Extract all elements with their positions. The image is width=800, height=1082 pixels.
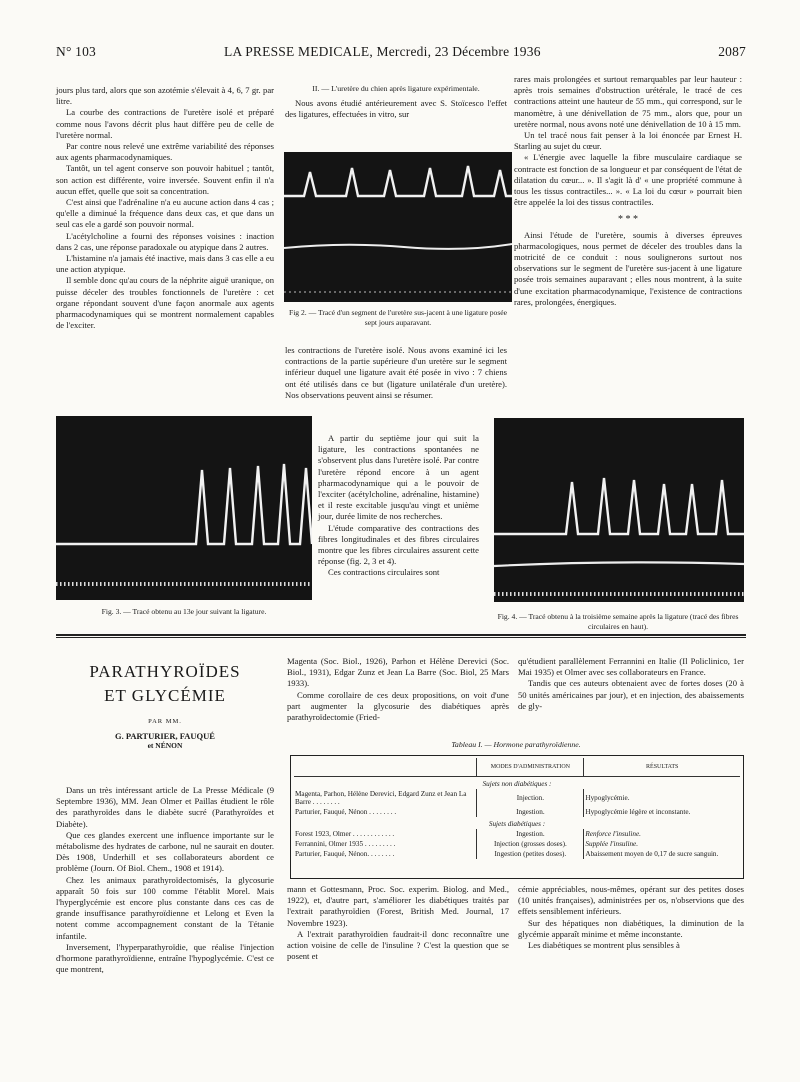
figure-4-caption: Fig. 4. — Tracé obtenu à la troisième semaine après la ligature (tracé des fibres circulaires en haut). <box>497 612 739 631</box>
paragraph: Ainsi l'étude de l'uretère, soumis à diverses épreuves pharmacologiques, nous permet de déceler des troubles dans la motricité de ce conduit : nous soulignerons surtout nos observations sur le segment de l'uretère sus-jacent à une ligature posée trois semaines auparavant ; elles nous montrent, à la suite d'une excitation pharmacodynamique, l'existence de contractions rares, prolongées, énergiques. <box>514 229 742 307</box>
paragraph: Par contre nous relevé une extrême variabilité des réponses aux agents pharmacodynamiques. <box>56 141 274 163</box>
paragraph: « L'énergie avec laquelle la fibre musculaire cardiaque se contracte est fonction de sa longueur et par conséquent de l'état de dilatation du cœur... ». Il s'agit là d' « une propriété commune à tous les tissus contractiles... ». « La loi du cœur » pourrait bien être appelée la loi des tissus contractiles. <box>514 152 742 208</box>
paragraph: Les diabétiques se montrent plus sensibles à <box>528 940 680 951</box>
figure-2-caption: Fig 2. — Tracé d'un segment de l'uretère sus-jacent à une ligature posée sept jours auparavant. <box>288 308 508 327</box>
paragraph: Dans un très intéressant article de La Presse Médicale (9 Septembre 1936), MM. Jean Olmer et Paillas étudient le rôle des parathyroïdes dans le diabète sucré (Parathyroïdes et Diabète). <box>56 785 274 829</box>
article-authors: et NÉNON <box>147 741 183 750</box>
article-column-3-lower <box>518 884 744 951</box>
article-column-2-lower <box>287 884 509 962</box>
article-column-2 <box>287 656 509 723</box>
table-row: Parturier, Fauqué, Nénon . . . . . . . . Ingestion. Hypoglycémie légère et inconstante. <box>294 807 740 817</box>
paragraph: La courbe des contractions de l'uretère isolé et préparé comme nous l'avons décrit plus haut diffère peu de celle de l'uretère normal. <box>56 107 274 140</box>
figure-2-trace <box>284 152 512 302</box>
figure-3-trace <box>56 416 312 600</box>
table-row: Forest 1923, Olmer . . . . . . . . . . . . Ingestion. Renforce l'insuline. <box>294 829 740 839</box>
paragraph: Tantôt, un tel agent conserve son pouvoir habituel ; tantôt, son action est différente, voire inversée. Souvent enfin il n'a aucun effet, quelle que soit sa concentration. <box>56 163 274 196</box>
paragraph: Magenta (Soc. Biol., 1926), Parhon et Hélène Derevici (Soc. Biol., 1931), Edgar Zunz et Jean La Barre (Soc. Biol, 25 Mars 1933). <box>287 656 509 689</box>
paragraph: Il semble donc qu'au cours de la néphrite aiguë uranique, on puisse déceler des troubles fonctionnels de l'uretère : cet organe répondant souvent d'une façon anormale aux agents pharmacodynamiques qui se montrent normalement capables de l'exciter. <box>56 275 274 331</box>
table-caption: Tableau I. — Hormone parathyroïdienne. <box>451 740 581 749</box>
figure-3-caption: Fig. 3. — Tracé obtenu au 13e jour suivant la ligature. <box>101 607 267 616</box>
article-title: ET GLYCÉMIE <box>104 686 226 705</box>
paragraph: Inversement, l'hyperparathyroïdie, que réalise l'injection d'hormone parathyroïdienne, entraîne l'hypoglycémie. C'est ce que montrent, <box>56 941 274 975</box>
table-group: Sujets diabétiques : <box>488 820 546 828</box>
paragraph: Un tel tracé nous fait penser à la loi énoncée par Ernest H. Starling au sujet du cœur. <box>514 130 742 152</box>
column-right <box>514 74 742 308</box>
paragraph: L'étude comparative des contractions des fibres longitudinales et des fibres circulaires montre que les fibres circulaires assurent cette réponse (fig. 2, 3 et 4). <box>318 522 479 567</box>
article-title: PARATHYROÏDES <box>89 662 241 681</box>
figure-4-trace <box>494 418 744 602</box>
paragraph: Ces contractions circulaires sont <box>328 567 440 578</box>
paragraph: jours plus tard, alors que son azotémie s'élevait à 4, 6, 7 gr. par litre. <box>56 85 274 107</box>
paragraph: Chez les animaux parathyroïdectomisés, la glycosurie apparaît 50 fois sur 100 comme l'établit Morel. Mais l'hyperglycémie est encore plus constante dans ces cas de grande insuffisance parathyroïdienne et Lelong et Even la notent comme accompagnement constant de la Tétanie infantile. <box>56 874 274 941</box>
article-column-1 <box>56 785 274 975</box>
table-header: MODES D'ADMINISTRATION <box>477 758 584 777</box>
article-title-block <box>56 662 274 750</box>
paragraph: Tandis que ces auteurs obtenaient avec de fortes doses (20 à 50 unités américaines par jour), et en injection, des abaissements de gly- <box>518 678 744 711</box>
paragraph: L'acétylcholine a fourni des réponses voisines : inaction dans 2 cas, une réponse paradoxale ou atypique dans 2 autres. <box>56 230 274 252</box>
table-row: Ferrannini, Olmer 1935 . . . . . . . . . Injection (grosses doses). Supplée l'insuline. <box>294 839 740 849</box>
paragraph: Comme corollaire de ces deux propositions, on voit d'une part augmenter la glycosurie des diabétiques après parathyroïdectomie (Fried- <box>287 689 509 723</box>
table-header: RÉSULTATS <box>584 758 740 777</box>
paragraph: A l'extrait parathyroïdien faudrait-il donc reconnaître une action voisine de celle de l'insuline ? C'est la question que se posent et <box>287 928 509 962</box>
article-authors: G. PARTURIER, FAUQUÉ <box>115 731 215 741</box>
journal-title: LA PRESSE MEDICALE, Mercredi, 23 Décembre 1936 <box>224 44 541 59</box>
paragraph: Nous avons étudié antérieurement avec S. Stoïcesco l'effet des ligatures, effectuées in vitro, sur <box>285 98 507 120</box>
table-group: Sujets non diabétiques : <box>482 780 552 788</box>
column-middle-lower <box>285 345 507 401</box>
paragraph: les contractions de l'uretère isolé. Nous avons examiné ici les contractions de la partie supérieure d'un uretère sur le segment inférieur duquel une ligature avait été posée in vivo : 7 chiens ont été utilisés dans ce but (ligature unilatérale d'un uretère). Nos observations peuvent ainsi se résumer. <box>285 345 507 400</box>
hormone-table <box>290 755 744 879</box>
section-heading: II. — L'uretère du chien après ligature expérimentale. <box>312 84 480 93</box>
paragraph: L'histamine n'a jamais été inactive, mais dans 3 cas elle a eu une action atypique. <box>56 253 274 275</box>
paragraph: qu'étudient parallèlement Ferrannini en Italie (Il Policlinico, 1er Mai 1935) et Olmer avec ses collaborateurs en France. <box>518 656 744 678</box>
paragraph: cémie appréciables, nous-mêmes, opérant sur des petites doses (10 unités françaises), administrées per os, n'observions que des effets sensiblement inférieurs. <box>518 884 744 917</box>
issue-number: N° 103 <box>56 44 96 59</box>
paragraph: C'est ainsi que l'adrénaline n'a eu aucune action dans 4 cas ; qu'elle a diminué la fréquence dans deux cas, et que dans un seul cas ele a gardé son pouvoir normal. <box>56 197 274 230</box>
paragraph: Que ces glandes exercent une influence importante sur le métabolisme des hydrates de carbone, nul ne saurait en douter. Dès 1908, Underhill et ses collaborateurs abordent ce problème (Journ. Of Biol. Chem., 1908 et 1914). <box>56 829 274 874</box>
paragraph: mann et Gottesmann, Proc. Soc. experim. Biolog. and Med., 1922), et, d'autre part, s'améliorer les diabétiques traités par l'extrait parathyroïdien (Forest, British Med. Journal, 17 Novembre 1923). <box>287 884 509 928</box>
column-center <box>318 433 479 579</box>
table-row: Parturier, Fauqué, Nénon. . . . . . . . Ingestion (petites doses). Abaissement moyen de 0,17 de sucre sanguin. <box>294 849 740 859</box>
column-left <box>56 85 274 331</box>
paragraph: Sur des hépatiques non diabétiques, la diminution de la glycémie apparaît minime et même inconstante. <box>518 917 744 939</box>
paragraph: A partir du septième jour qui suit la ligature, les contractions spontanées ne s'observent plus dans l'uretère isolé. Par contre l'uretère répond encore à un agent pharmacodynamique qui a le pouvoir de l'exciter (acétylcholine, adrénaline, histamine) et il reste excitable jusqu'au vingt et unième jour, durée limite de nos recherches. <box>318 433 479 522</box>
section-stars: * * * <box>618 214 638 226</box>
article-by: PAR MM. <box>148 718 182 725</box>
table-row: Magenta, Parhon, Hélène Derevici, Edgard Zunz et Jean La Barre . . . . . . . . Injection. Hypoglycémie. <box>294 789 740 807</box>
section-divider <box>56 637 746 638</box>
article-column-3 <box>518 656 744 712</box>
page-number: 2087 <box>718 44 746 59</box>
section-divider <box>56 634 746 636</box>
column-middle <box>285 84 507 120</box>
paragraph: rares mais prolongées et surtout remarquables par leur hauteur : après trois semaines d'obstruction urétérale, le tracé de ces contractions atteint une hauteur de 55 mm., qui correspond, sur le manomètre, à une dénivellation de 75 mm., alors que, pour un uretère normal, nous avons noté une dénivellation de 10 à 15 mm. <box>514 74 742 129</box>
